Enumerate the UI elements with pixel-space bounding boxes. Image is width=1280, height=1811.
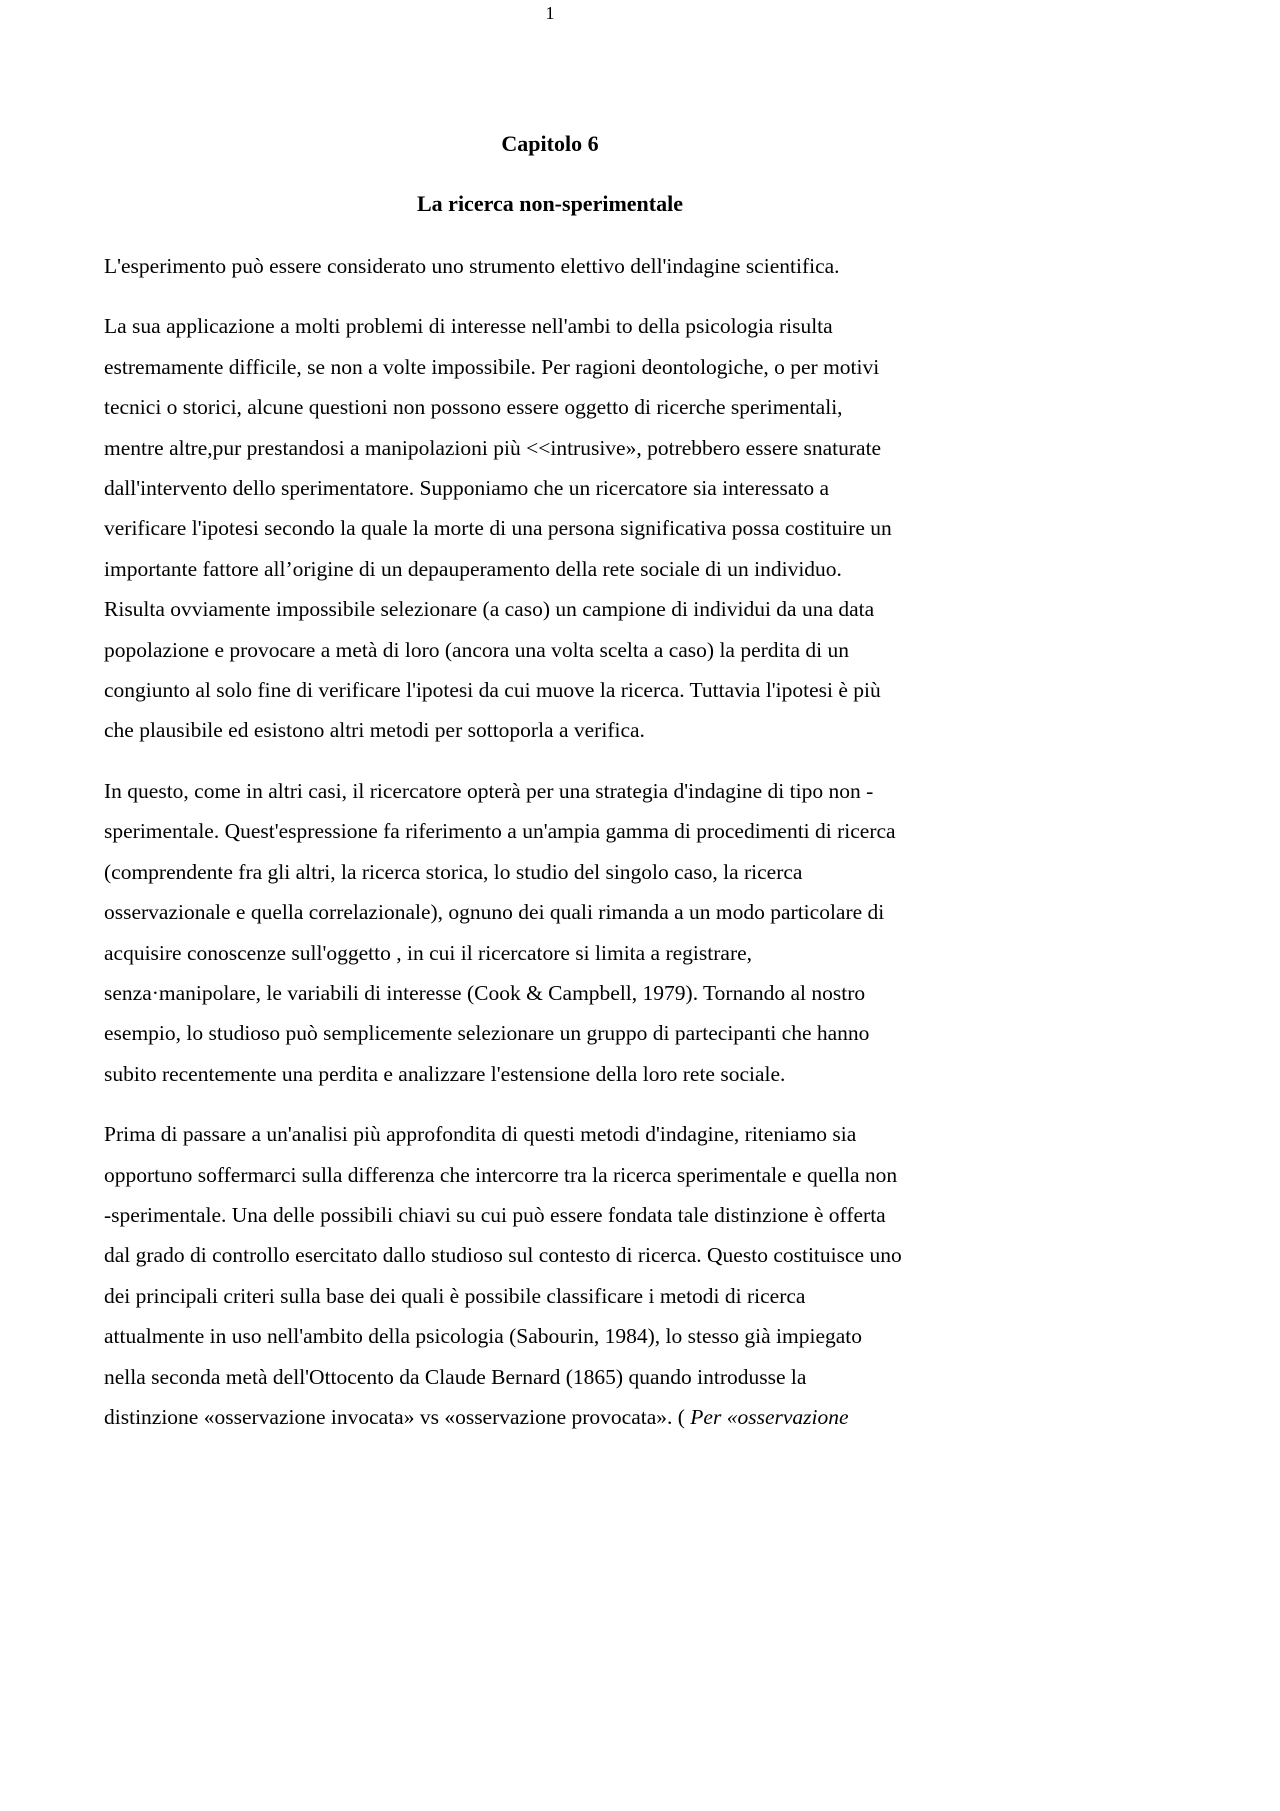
chapter-title: Capitolo 6 <box>501 131 599 156</box>
text-line: subito recentemente una perdita e analizzare l'estensione della loro rete sociale. <box>104 1061 786 1086</box>
last-line-plain-text: distinzione «osservazione invocata» vs «osservazione provocata». ( <box>104 1404 691 1429</box>
text-line: mentre altre,pur prestandosi a manipolazioni più <<intrusive», potrebbero essere snaturate <box>104 435 882 460</box>
body-text <box>104 246 1014 1457</box>
text-line: In questo, come in altri casi, il ricercatore opterà per una strategia d'indagine di tipo non - <box>104 778 874 803</box>
paragraph-4 <box>104 1114 1014 1437</box>
text-line: -sperimentale. Una delle possibili chiavi su cui può essere fondata tale distinzione è offerta <box>104 1202 886 1227</box>
text-line: osservazionale e quella correlazionale), ognuno dei quali rimanda a un modo particolare di <box>104 900 885 925</box>
text-line: congiunto al solo fine di verificare l'ipotesi da cui muove la ricerca. Tuttavia l'ipotesi è più <box>104 678 881 703</box>
text-line: che plausibile ed esistono altri metodi per sottoporla a verifica. <box>104 718 645 743</box>
text-line: L'esperimento può essere considerato uno strumento elettivo dell'indagine scientifica. <box>104 254 840 278</box>
text-line: opportuno soffermarci sulla differenza che intercorre tra la ricerca sperimentale e quella non <box>104 1162 898 1187</box>
text-line: La sua applicazione a molti problemi di interesse nell'ambi to della psicologia risulta <box>104 314 833 339</box>
paragraph-3 <box>104 771 1014 1094</box>
text-line: dall'intervento dello sperimentatore. Supponiamo che un ricercatore sia interessato a <box>104 476 830 501</box>
paragraph-2 <box>104 306 1014 750</box>
text-line: attualmente in uso nell'ambito della psicologia (Sabourin, 1984), lo stesso già impiegato <box>104 1324 863 1349</box>
text-line: estremamente difficile, se non a volte impossibile. Per ragioni deontologiche, o per motivi <box>104 354 880 379</box>
text-line: importante fattore all’origine di un depauperamento della rete sociale di un individuo. <box>104 556 842 581</box>
text-line: senza·manipolare, le variabili di interesse (Cook & Campbell, 1979). Tornando al nostro <box>104 980 866 1005</box>
text-line: dei principali criteri sulla base dei quali è possibile classificare i metodi di ricerca <box>104 1283 806 1308</box>
section-title: La ricerca non-sperimentale <box>417 191 683 216</box>
text-line: dal grado di controllo esercitato dallo studioso sul contesto di ricerca. Questo costituisce uno <box>104 1243 902 1268</box>
page-number: 1 <box>545 3 555 23</box>
text-line: esempio, lo studioso può semplicemente selezionare un gruppo di partecipanti che hanno <box>104 1021 870 1046</box>
text-line-last <box>104 1397 1014 1437</box>
text-line: acquisire conoscenze sull'oggetto , in cui il ricercatore si limita a registrare, <box>104 940 753 965</box>
text-line: Prima di passare a un'analisi più approfondita di questi metodi d'indagine, riteniamo sia <box>104 1122 857 1147</box>
text-line: Risulta ovviamente impossibile selezionare (a caso) un campione di individui da una data <box>104 597 875 622</box>
paragraph-1 <box>104 246 1014 286</box>
text-line: sperimentale. Quest'espressione fa riferimento a un'ampia gamma di procedimenti di ricerca <box>104 819 896 844</box>
last-line-italic-text: Per «osservazione <box>690 1404 849 1429</box>
text-line: verificare l'ipotesi secondo la quale la morte di una persona significativa possa costituire un <box>104 516 892 541</box>
text-line: (comprendente fra gli altri, la ricerca storica, lo studio del singolo caso, la ricerca <box>104 859 803 884</box>
text-line: tecnici o storici, alcune questioni non possono essere oggetto di ricerche sperimentali, <box>104 395 843 420</box>
text-line: nella seconda metà dell'Ottocento da Claude Bernard (1865) quando introdusse la <box>104 1364 807 1389</box>
text-line: popolazione e provocare a metà di loro (ancora una volta scelta a caso) la perdita di un <box>104 637 850 662</box>
